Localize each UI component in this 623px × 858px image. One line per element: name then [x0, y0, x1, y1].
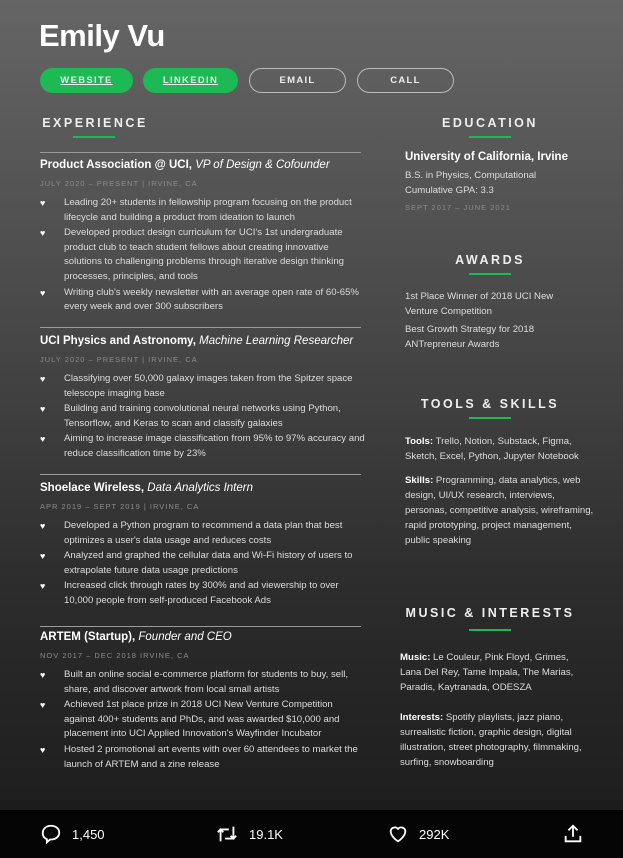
- award-item: 1st Place Winner of 2018 UCI New Venture Competition: [405, 291, 554, 317]
- heart-bullet-icon: ♥: [40, 521, 46, 531]
- linkedin-button[interactable]: LINKEDIN: [143, 68, 238, 93]
- heart-bullet-icon: ♥: [40, 434, 46, 445]
- job-entry: [40, 482, 365, 610]
- divider: [40, 152, 361, 153]
- heart-bullet-icon: ♥: [40, 700, 46, 711]
- heart-bullet-icon: ♥: [40, 744, 46, 755]
- overlay-strip: [0, 800, 623, 810]
- job-dates: JULY 2020 – PRESENT | IRVINE, CA: [40, 179, 198, 188]
- job-dates: JULY 2020 – PRESENT | IRVINE, CA: [40, 355, 198, 364]
- retweet-button[interactable]: [215, 823, 283, 845]
- heart-bullet-icon: ♥: [40, 228, 46, 239]
- heading-underline: [469, 273, 511, 275]
- job-entry: [40, 631, 365, 773]
- heading-underline: [73, 136, 115, 138]
- divider: [40, 626, 361, 627]
- share-button[interactable]: [562, 823, 584, 845]
- resume-name: Emily Vu: [39, 18, 165, 53]
- email-button[interactable]: EMAIL: [249, 68, 346, 93]
- awards-heading: AWARDS: [455, 253, 525, 267]
- comment-icon: [40, 823, 62, 845]
- tweet-action-bar: [0, 810, 623, 858]
- job-entry: [40, 335, 365, 463]
- heart-bullet-icon: ♥: [40, 374, 46, 384]
- like-button[interactable]: [387, 823, 449, 845]
- job-entry: [40, 159, 365, 316]
- heart-bullet-icon: ♥: [40, 551, 46, 562]
- job-dates: APR 2019 – SEPT 2019 | IRVINE, CA: [40, 502, 200, 511]
- like-count: 292K: [419, 826, 450, 842]
- heading-underline: [469, 136, 511, 138]
- reply-button[interactable]: [40, 823, 105, 845]
- tools-list: Tools: Trello, Notion, Substack, Figma, Sketch, Excel, Python, Jupyter Notebook: [405, 436, 579, 462]
- education-dates: SEPT 2017 – JUNE 2021: [405, 203, 511, 212]
- job-bullet: ♥ Classifying over 50,000 galaxy images taken from the Spitzer space telescope imaging base: [40, 373, 353, 399]
- reply-count: 1,450: [72, 826, 105, 842]
- award-item: Best Growth Strategy for 2018 ANTrepreneur Awards: [405, 324, 535, 350]
- job-title: UCI Physics and Astronomy, Machine Learning Researcher: [40, 335, 354, 347]
- job-bullet: ♥ Building and training convolutional neural networks using Python, Tensorflow, and Keras to scan and classify galaxies: [40, 403, 341, 429]
- retweet-icon: [215, 823, 239, 845]
- experience-heading: EXPERIENCE: [42, 116, 148, 130]
- job-bullet: ♥ Hosted 2 promotional art events with over 60 attendees to market the launch of ARTEM and a zine release: [40, 743, 358, 770]
- degree: B.S. in Physics, Computational: [405, 170, 537, 181]
- job-bullet: ♥ Developed product design curriculum for UCI's 1st undergraduate product club to teach student fellows about creating innovative solutions to challenging problems through iterative design thinking processes, principles, and tools: [40, 227, 344, 282]
- job-bullet: ♥ Built an online social e-commerce platform for students to buy, sell, share, and discover artwork from local small artists: [40, 669, 349, 695]
- job-title: Product Association @ UCI, VP of Design & Cofounder: [40, 159, 330, 171]
- job-title: Shoelace Wireless, Data Analytics Intern: [40, 482, 253, 494]
- heart-bullet-icon: ♥: [40, 581, 46, 592]
- music-list: Music: Le Couleur, Pink Floyd, Grimes, Lana Del Rey, Tame Impala, The Marias, Paradis, Kaytranada, ODESZA: [400, 652, 574, 693]
- heart-bullet-icon: ♥: [40, 404, 46, 415]
- skills-list: Skills: Programming, data analytics, web design, UI/UX research, interviews, personas, competitive analysis, wireframing, rapid prototyping, project management, public speaking: [405, 475, 594, 546]
- music-heading: MUSIC & INTERESTS: [405, 606, 575, 620]
- divider: [40, 474, 361, 475]
- call-button[interactable]: CALL: [357, 68, 454, 93]
- heading-underline: [469, 629, 511, 631]
- heading-underline: [469, 417, 511, 419]
- job-bullet: ♥ Developed a Python program to recommend a data plan that best optimizes a user's data usage and reduces costs: [40, 520, 343, 546]
- job-bullet: ♥ Leading 20+ students in fellowship program focusing on the product lifecycle and building a product from ideation to launch: [40, 197, 352, 223]
- heart-icon: [387, 823, 409, 845]
- tools-heading: TOOLS & SKILLS: [420, 397, 560, 411]
- share-icon: [562, 823, 584, 845]
- retweet-count: 19.1K: [249, 826, 283, 842]
- website-button[interactable]: WEBSITE: [40, 68, 133, 93]
- gpa: Cumulative GPA: 3.3: [405, 185, 494, 196]
- job-bullet: ♥ Achieved 1st place prize in 2018 UCI New Venture Competition against 400+ students and PhDs, and was awarded $10,000 and placement into UCI Applied Innovation's Wayfinder Incubator: [40, 699, 340, 740]
- job-title: ARTEM (Startup), Founder and CEO: [40, 631, 232, 643]
- job-bullet: ♥ Aiming to increase image classification from 95% to 97% accuracy and reduce classification time by 23%: [40, 433, 365, 459]
- heart-bullet-icon: ♥: [40, 287, 46, 298]
- job-dates: NOV 2017 – DEC 2018 IRVINE, CA: [40, 651, 190, 660]
- interests-list: Interests: Spotify playlists, jazz piano, surrealistic fiction, graphic design, digital illustration, street photography, filmmaking, surfing, snowboarding: [400, 712, 582, 768]
- job-bullet: ♥ Analyzed and graphed the cellular data and Wi-Fi history of users to extrapolate future data usage predictions: [40, 550, 353, 576]
- heart-bullet-icon: ♥: [40, 198, 46, 208]
- job-bullet: ♥ Increased click through rates by 300% and ad viewership to over 10,000 people from self-produced Facebook Ads: [40, 580, 339, 606]
- divider: [40, 327, 361, 328]
- job-bullet: ♥ Writing club's weekly newsletter with an average open rate of 60-65% every week and over 300 subscribers: [40, 286, 359, 313]
- education-heading: EDUCATION: [442, 116, 538, 130]
- school-name: University of California, Irvine: [405, 151, 568, 163]
- heart-bullet-icon: ♥: [40, 670, 46, 680]
